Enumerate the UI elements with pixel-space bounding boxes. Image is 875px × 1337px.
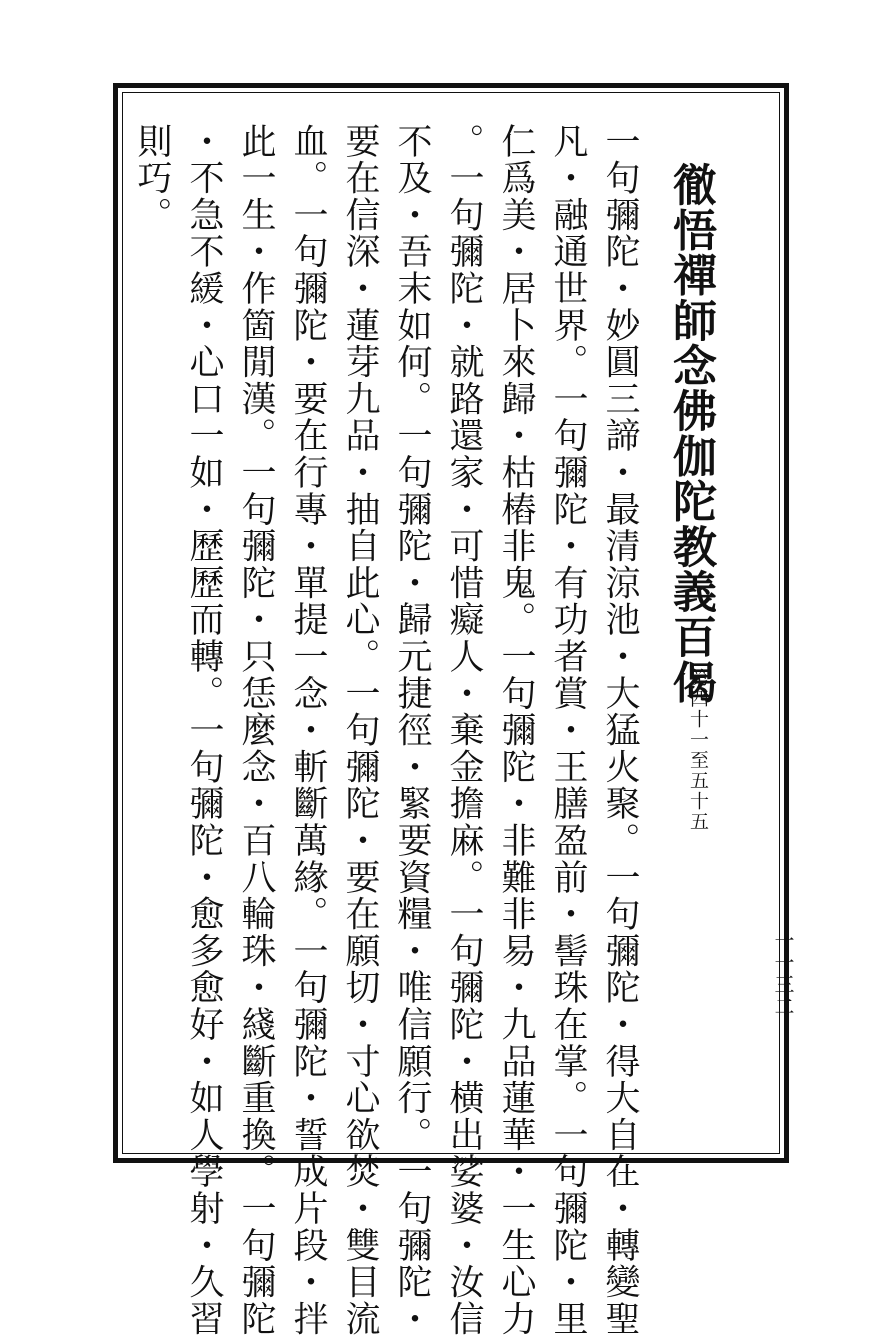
- text-column-9: ・不急不緩・心口一如・歷歷而轉。一句彌陀・愈多愈好・如人學射・久習: [184, 123, 224, 1337]
- text-column-4: 。一句彌陀・就路還家・可惜癡人・棄金擔麻。一句彌陀・横出娑婆・汝信: [444, 123, 484, 1337]
- page-number: 一一三二: [771, 930, 795, 1018]
- text-column-1: 一句彌陀・妙圓三諦・最清涼池・大猛火聚。一句彌陀・得大自在・轉變聖: [600, 123, 640, 1337]
- text-column-6: 要在信深・蓮芽九品・抽自此心。一句彌陀・要在願切・寸心欲焚・雙目流: [340, 123, 380, 1337]
- text-column-2: 凡・融通世界。一句彌陀・有功者賞・王膳盈前・髻珠在掌。一句彌陀・里: [548, 123, 588, 1337]
- text-column-8: 此一生・作箇閒漢。一句彌陀・只恁麼念・百八輪珠・綫斷重換。一句彌陀: [236, 123, 276, 1337]
- section-subtitle: 第四十一至五十五: [687, 668, 709, 832]
- text-column-5: 不及・吾末如何。一句彌陀・歸元捷徑・緊要資糧・唯信願行。一句彌陀・: [392, 123, 432, 1337]
- text-column-7: 血。一句彌陀・要在行專・單提一念・斬斷萬緣。一句彌陀・誓成片段・拌: [288, 123, 328, 1337]
- text-column-10: 則巧。: [132, 123, 172, 234]
- page-title: 徹悟禪師念佛伽陀教義百偈: [665, 162, 716, 705]
- text-column-3: 仁爲美・居卜來歸・枯樁非鬼。一句彌陀・非難非易・九品蓮華・一生心力: [496, 123, 536, 1337]
